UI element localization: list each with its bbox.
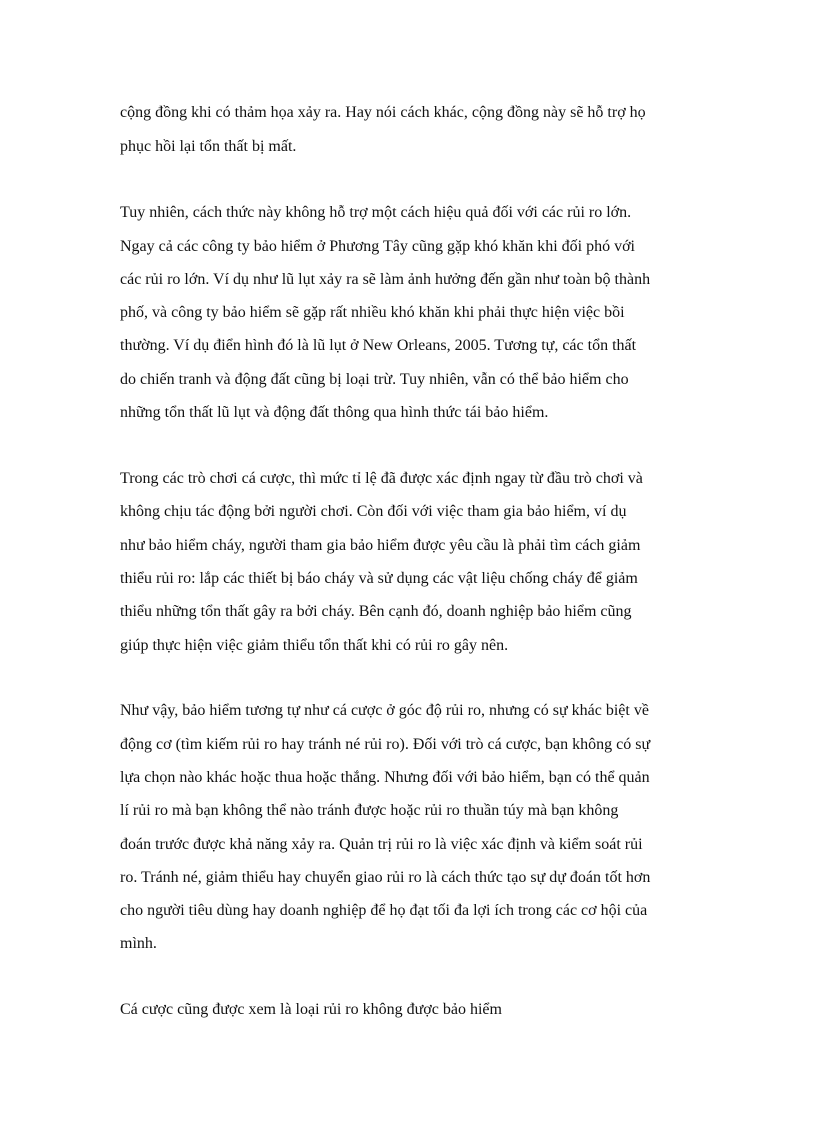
paragraph-3-line-3: như bảo hiểm cháy, người tham gia bảo hiểm được yêu cầu là phải tìm cách giảm <box>120 537 641 554</box>
paragraph-3-line-6: giúp thực hiện việc giảm thiểu tổn thất khi có rủi ro gây nên. <box>120 637 509 654</box>
paragraph-4-line-8: mình. <box>120 935 157 952</box>
paragraph-3-line-4: thiểu rủi ro: lắp các thiết bị báo cháy và sử dụng các vật liệu chống cháy để giảm <box>120 570 638 587</box>
paragraph-3-line-1: Trong các trò chơi cá cược, thì mức tỉ lệ đã được xác định ngay từ đầu trò chơi và <box>120 470 643 487</box>
paragraph-2-line-2: Ngay cả các công ty bảo hiểm ở Phương Tây cũng gặp khó khăn khi đối phó với <box>120 238 635 255</box>
paragraph-2-line-4: phố, và công ty bảo hiểm sẽ gặp rất nhiều khó khăn khi phải thực hiện việc bồi <box>120 304 625 321</box>
paragraph-1-line-2: phục hồi lại tổn thất bị mất. <box>120 138 297 155</box>
paragraph-4-line-6: ro. Tránh né, giảm thiểu hay chuyển giao rủi ro là cách thức tạo sự dự đoán tốt hơn <box>120 869 651 886</box>
paragraph-2-line-5: thường. Ví dụ điển hình đó là lũ lụt ở New Orleans, 2005. Tương tự, các tổn thất <box>120 337 637 354</box>
paragraph-4-line-7: cho người tiêu dùng hay doanh nghiệp để họ đạt tối đa lợi ích trong các cơ hội của <box>120 902 648 919</box>
paragraph-4-line-2: động cơ (tìm kiếm rủi ro hay tránh né rủi ro). Đối với trò cá cược, bạn không có sự <box>120 736 651 753</box>
paragraph-1-line-1: cộng đồng khi có thảm họa xảy ra. Hay nói cách khác, cộng đồng này sẽ hỗ trợ họ <box>120 104 646 121</box>
paragraph-4-line-1: Như vậy, bảo hiểm tương tự như cá cược ở góc độ rủi ro, nhưng có sự khác biệt về <box>120 702 649 719</box>
paragraph-2-line-7: những tổn thất lũ lụt và động đất thông qua hình thức tái bảo hiểm. <box>120 404 549 421</box>
paragraph-2-line-3: các rủi ro lớn. Ví dụ như lũ lụt xảy ra sẽ làm ảnh hưởng đến gần như toàn bộ thành <box>120 271 651 288</box>
paragraph-4-line-5: đoán trước được khả năng xảy ra. Quản trị rủi ro là việc xác định và kiểm soát rủi <box>120 836 643 853</box>
paragraph-5-line-1: Cá cược cũng được xem là loại rủi ro không được bảo hiểm <box>120 1001 502 1018</box>
paragraph-2-line-6: do chiến tranh và động đất cũng bị loại trừ. Tuy nhiên, vẫn có thể bảo hiểm cho <box>120 371 629 388</box>
paragraph-3-line-5: thiểu những tổn thất gây ra bởi cháy. Bên cạnh đó, doanh nghiệp bảo hiểm cũng <box>120 603 632 620</box>
paragraph-4-line-4: lí rủi ro mà bạn không thể nào tránh được hoặc rủi ro thuần túy mà bạn không <box>120 802 619 819</box>
paragraph-4-line-3: lựa chọn nào khác hoặc thua hoặc thắng. Nhưng đối với bảo hiểm, bạn có thể quản <box>120 769 650 786</box>
paragraph-3-line-2: không chịu tác động bởi người chơi. Còn đối với việc tham gia bảo hiểm, ví dụ <box>120 503 627 520</box>
paragraph-2-line-1: Tuy nhiên, cách thức này không hỗ trợ một cách hiệu quả đối với các rủi ro lớn. <box>120 204 632 221</box>
